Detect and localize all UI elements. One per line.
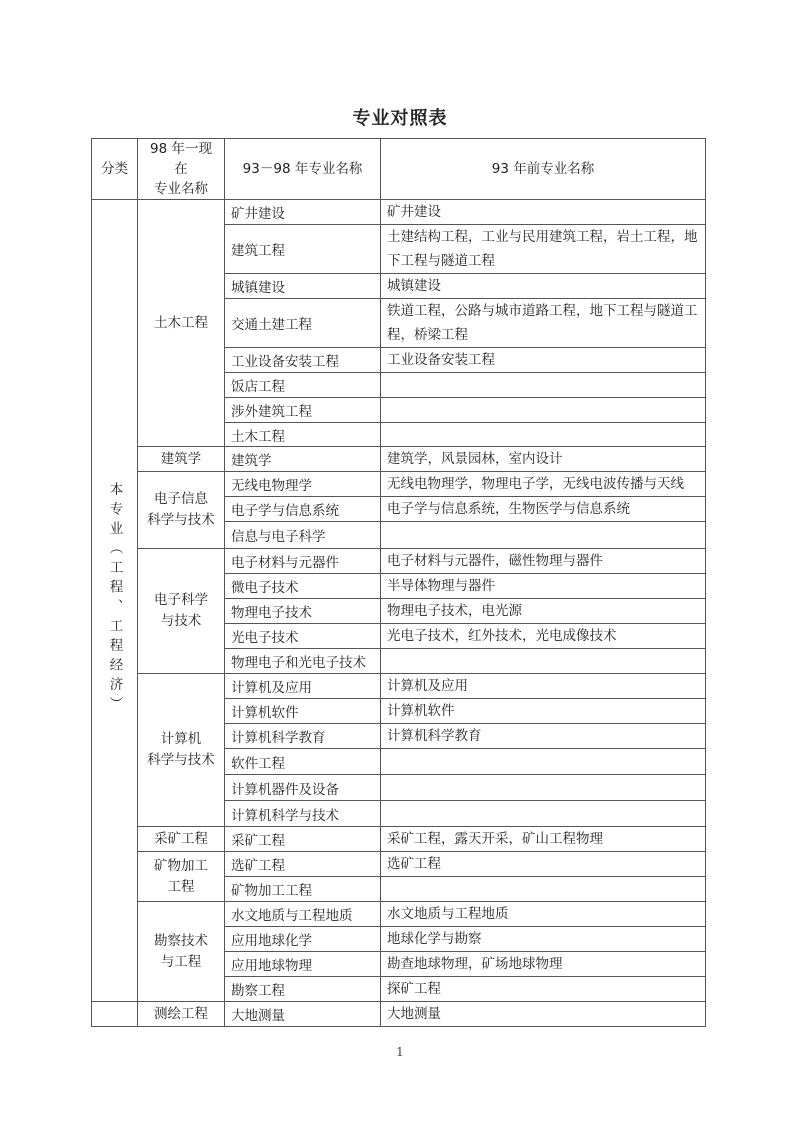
table-row: [92, 447, 706, 472]
last-mid-major: 大地测量: [225, 1002, 381, 1027]
group-label: 工程: [167, 878, 195, 895]
group-label-cell: [138, 200, 225, 447]
old-major-cell: [381, 398, 706, 423]
table-row: [92, 674, 706, 699]
old-major-cell: 光电子技术，红外技术，光电成像技术: [381, 624, 706, 649]
old-major-cell: [381, 801, 706, 827]
empty-category-cell: [92, 1002, 138, 1027]
header-current-line1: 98 年一现在: [150, 141, 212, 177]
mid-major-cell: 城镇建设: [225, 274, 381, 299]
mid-major-cell: 土木工程: [225, 423, 381, 447]
mid-major-cell: 应用地球物理: [225, 952, 381, 977]
group-label: 与技术: [160, 613, 202, 629]
old-major-cell: [381, 522, 706, 549]
group-label: 勘察技术: [154, 932, 208, 949]
group-label: 采矿工程: [154, 830, 208, 847]
mid-major-cell: 建筑工程: [225, 225, 381, 274]
major-comparison-table: [91, 138, 706, 1027]
old-major-cell: [381, 373, 706, 398]
old-major-cell: [381, 775, 706, 801]
old-major-cell: 探矿工程: [381, 977, 706, 1002]
page-number: 1: [396, 1045, 404, 1059]
mid-major-cell: 选矿工程: [225, 852, 381, 877]
table-row: [92, 852, 706, 877]
table-row: [92, 200, 706, 225]
mid-major-cell: 微电子技术: [225, 574, 381, 599]
group-label-cell: [138, 902, 225, 1002]
group-label-cell: [138, 674, 225, 827]
last-group-label: 测绘工程: [138, 1002, 225, 1027]
mid-major-cell: 勘察工程: [225, 977, 381, 1002]
mid-major-cell: 矿物加工工程: [225, 877, 381, 902]
mid-major-cell: 计算机软件: [225, 699, 381, 724]
old-major-cell: 电子材料与元器件，磁性物理与器件: [381, 549, 706, 574]
old-major-cell: 无线电物理学，物理电子学，无线电波传播与天线: [381, 472, 706, 497]
table-row: [92, 827, 706, 852]
group-label-cell: [138, 827, 225, 852]
mid-major-cell: 计算机器件及设备: [225, 775, 381, 801]
old-major-cell: 计算机软件: [381, 699, 706, 724]
group-label: 电子科学: [154, 592, 208, 608]
old-major-cell: 矿井建设: [381, 200, 706, 225]
header-mid-name: 93－98 年专业名称: [225, 139, 381, 200]
old-major-cell: [381, 877, 706, 902]
old-major-cell: 电子学与信息系统，生物医学与信息系统: [381, 497, 706, 522]
old-major-cell: [381, 749, 706, 775]
mid-major-cell: 计算机科学教育: [225, 724, 381, 749]
mid-major-cell: 矿井建设: [225, 200, 381, 225]
table-row: [92, 549, 706, 574]
mid-major-cell: 水文地质与工程地质: [225, 902, 381, 927]
old-major-cell: 半导体物理与器件: [381, 574, 706, 599]
side-category-label: 本专业（工程、工程经济）: [106, 481, 123, 716]
group-label-cell: [138, 852, 225, 902]
mid-major-cell: 计算机科学与技术: [225, 801, 381, 827]
old-major-cell: 物理电子技术，电光源: [381, 599, 706, 624]
header-current-name: [138, 139, 225, 200]
header-current-line2: 专业名称: [154, 181, 208, 197]
group-label: 土木工程: [154, 314, 208, 331]
table-row: [92, 472, 706, 497]
table-row: [92, 902, 706, 927]
old-major-cell: [381, 423, 706, 447]
mid-major-cell: 电子学与信息系统: [225, 497, 381, 522]
mid-major-cell: 计算机及应用: [225, 674, 381, 699]
mid-major-cell: 交通土建工程: [225, 299, 381, 348]
header-category: 分类: [92, 139, 138, 200]
old-major-cell: 采矿工程，露天开采，矿山工程物理: [381, 827, 706, 852]
header-old-name: 93 年前专业名称: [381, 139, 706, 200]
group-label: 电子信息: [154, 491, 208, 507]
group-label-cell: [138, 549, 225, 674]
group-label: 科学与技术: [147, 752, 215, 768]
mid-major-cell: 涉外建筑工程: [225, 398, 381, 423]
old-major-cell: [381, 649, 706, 674]
mid-major-cell: 电子材料与元器件: [225, 549, 381, 574]
mid-major-cell: 无线电物理学: [225, 472, 381, 497]
old-major-cell: 工业设备安装工程: [381, 348, 706, 373]
mid-major-cell: 工业设备安装工程: [225, 348, 381, 373]
group-label: 计算机: [160, 731, 202, 747]
old-major-cell: 土建结构工程，工业与民用建筑工程，岩土工程，地下工程与隧道工程: [381, 225, 706, 274]
mid-major-cell: 信息与电子科学: [225, 522, 381, 549]
old-major-cell: 计算机科学教育: [381, 724, 706, 749]
mid-major-cell: 光电子技术: [225, 624, 381, 649]
page-title: 专业对照表: [352, 108, 448, 129]
group-label-cell: [138, 472, 225, 549]
group-label: 矿物加工: [154, 857, 208, 874]
old-major-cell: 铁道工程，公路与城市道路工程，地下工程与隧道工程，桥梁工程: [381, 299, 706, 348]
group-label: 与工程: [160, 953, 202, 970]
old-major-cell: 勘查地球物理，矿场地球物理: [381, 952, 706, 977]
last-old-major: 大地测量: [381, 1002, 706, 1027]
header-row: [92, 139, 706, 200]
mid-major-cell: 建筑学: [225, 447, 381, 472]
table-row-last: [92, 1002, 706, 1027]
side-category-cell: [92, 200, 138, 1002]
old-major-cell: 建筑学，风景园林，室内设计: [381, 447, 706, 472]
mid-major-cell: 物理电子技术: [225, 599, 381, 624]
old-major-cell: 水文地质与工程地质: [381, 902, 706, 927]
group-label: 建筑学: [160, 450, 202, 467]
group-label-cell: [138, 447, 225, 472]
group-label: 科学与技术: [147, 512, 215, 528]
old-major-cell: 地球化学与勘察: [381, 927, 706, 952]
mid-major-cell: 物理电子和光电子技术: [225, 649, 381, 674]
old-major-cell: 城镇建设: [381, 274, 706, 299]
mid-major-cell: 饭店工程: [225, 373, 381, 398]
mid-major-cell: 应用地球化学: [225, 927, 381, 952]
old-major-cell: 选矿工程: [381, 852, 706, 877]
old-major-cell: 计算机及应用: [381, 674, 706, 699]
mid-major-cell: 软件工程: [225, 749, 381, 775]
mid-major-cell: 采矿工程: [225, 827, 381, 852]
